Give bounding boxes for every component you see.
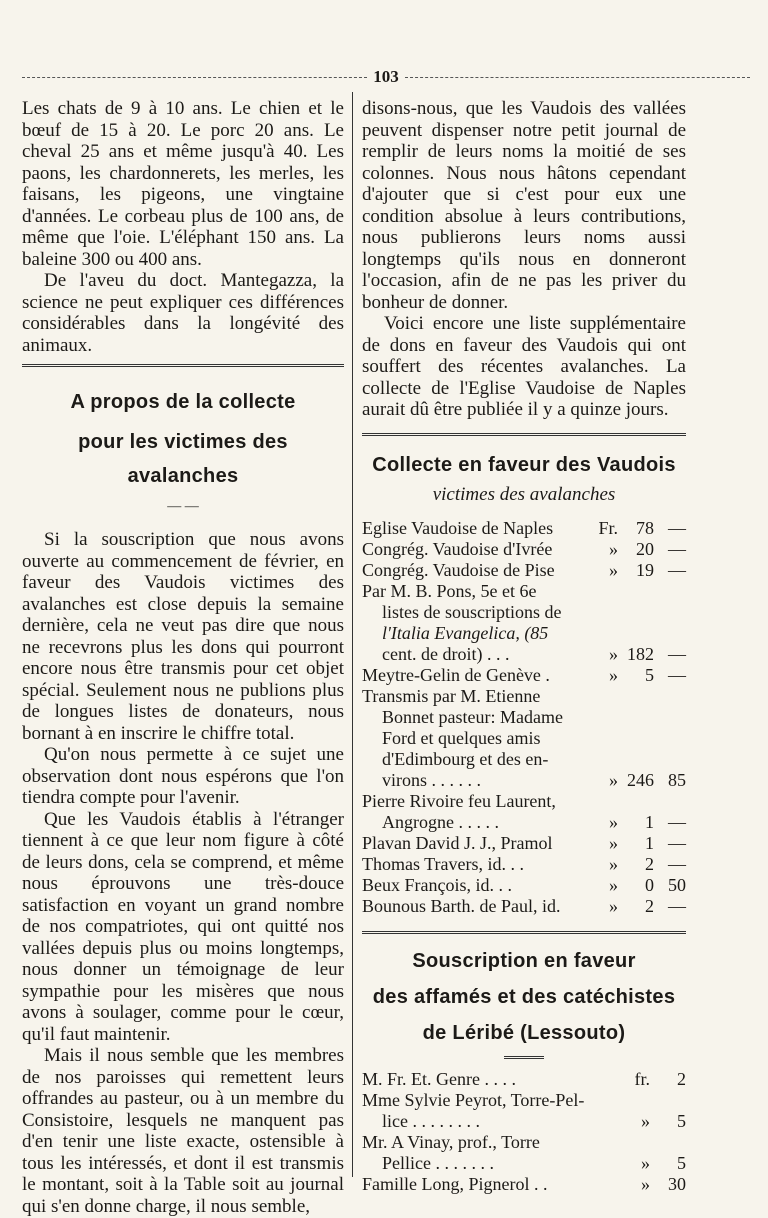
list-item: Famille Long, Pignerol . . » 30 — [362, 1173, 686, 1194]
article-title-line2: pour les victimes des avalanches — [78, 431, 288, 487]
souscription-list — [362, 1069, 686, 1195]
section-divider-right-2 — [362, 931, 686, 934]
souscription-title-line1: Souscription en faveur — [412, 949, 636, 972]
list-item: Mme Sylvie Peyrot, Torre-Pel- — [362, 1089, 585, 1110]
list-item: l'Italia Evangelica, (85 — [382, 622, 549, 643]
list-item: Plavan David J. J., Pramol » 1 — — [362, 832, 686, 853]
list-item: Bounous Barth. de Paul, id. » 2 — — [362, 895, 686, 916]
continuation-paragraph-2: Voici encore une liste supplémentaire de dons en faveur des Vaudois qui ont souffert des récentes avalanches. La collecte de l'Eglise Vaudoise de Naples aurait dû être publiée il y a quinze jours. — [362, 313, 686, 420]
section-divider-right — [362, 433, 686, 436]
list-item: M. Fr. Et. Genre . . . . fr. 2 — [362, 1068, 686, 1089]
list-item: Congrég. Vaudoise d'Ivrée » 20 — — [362, 538, 686, 559]
article-paragraph-1: Si la souscription que nous avons ouverte au commencement de février, en faveur des Vaudois victimes des avalanches est close depuis la semaine dernière, cela ne veut pas dire que nous ne recevrons plus les dons qui pourront encore nous être transmis pour cet objet spécial. Seulement nous ne publions plus de longues listes de donateurs, nous bornant à en inscrire le chiffre total. — [22, 529, 344, 744]
list-item: listes de souscriptions de — [382, 601, 562, 622]
list-item: Pierre Rivoire feu Laurent, — [362, 790, 556, 811]
list-item: Eglise Vaudoise de Naples Fr. 78 — — [362, 517, 686, 538]
column-divider — [352, 92, 353, 1177]
list-item: virons . . . . . . » 246 85 — [382, 769, 686, 790]
souscription-title-line2: des affamés et des catéchistes — [372, 985, 676, 1008]
list-item: Par M. B. Pons, 5e et 6e — [362, 580, 537, 601]
list-item: Bonnet pasteur: Madame — [382, 706, 563, 727]
header-rule-right — [405, 77, 750, 78]
article-title-line1: A propos de la collecte — [70, 391, 296, 413]
page-number: 103 — [373, 67, 399, 86]
header-rule-left — [22, 77, 367, 78]
left-column — [22, 98, 344, 1217]
article-separator: — — — [167, 499, 199, 514]
souscription-title-line3: de Léribé (Lessouto) — [422, 1021, 626, 1044]
right-column — [362, 98, 686, 1195]
list-item: Congrég. Vaudoise de Pise » 19 — — [362, 559, 686, 580]
list-item: Angrogne . . . . . » 1 — — [382, 811, 686, 832]
article-paragraph-3: Que les Vaudois établis à l'étranger tiennent à ce que leur nom figure à côté de leurs dons, cela se comprend, et même nous éprouvons une très-douce satisfaction en voyant un grand nombre de nos compatriotes, qui ont quitté nos vallées depuis plus ou moins longtemps, nous donner un témoignage de leur sympathie pour les misères que nous avons à soulager, comme pour le cœur, qu'il faut maintenir. — [22, 808, 344, 1045]
continuation-paragraph-1: disons-nous, que les Vaudois des vallées peuvent dispenser notre petit journal de remplir de leurs noms la moitié de ses colonnes. Nous nous hâtons cependant d'ajouter que si c'est pour eux une condition absolue à leurs contributions, nous publierons leurs noms aussi longtemps qu'ils nous en donneront l'occasion, afin de ne pas les priver du bonheur de donner. — [362, 98, 686, 313]
list-item: Ford et quelques amis — [382, 727, 541, 748]
article-paragraph-2: Qu'on nous permette à ce sujet une observation dont nous espérons que l'on tiendra compte pour l'avenir. — [22, 744, 344, 808]
list-item: lice . . . . . . . . » 5 — [382, 1110, 686, 1131]
article-paragraph-4: Mais il nous semble que les membres de nos paroisses qui remettent leurs offrandes au pasteur, ou à un membre du Consistoire, lesquels ne manquent pas d'en tenir une liste exacte, ostensible à tous les intéressés, et dont il est transmis le montant, soit à la Table soit au journal qui s'en donne charge, il nous semble, — [22, 1045, 344, 1217]
list-item: Transmis par M. Etienne — [362, 685, 541, 706]
souscription-mini-rule — [504, 1056, 544, 1059]
page-header — [22, 66, 750, 88]
list-item: Meytre-Gelin de Genève . » 5 — — [362, 664, 686, 685]
list-item: Thomas Travers, id. . . » 2 — — [362, 853, 686, 874]
intro-paragraph-1: Les chats de 9 à 10 ans. Le chien et le bœuf de 15 à 20. Le porc 20 ans. Le cheval 25 ans et même jusqu'à 40. Les paons, les chardonnerets, les merles, les faisans, les pigeons, une vingtaine d'années. Le corbeau plus de 100 ans, de même que l'oie. L'éléphant 150 ans. La baleine 300 ou 400 ans. — [22, 98, 344, 270]
section-divider — [22, 364, 344, 367]
collecte-list — [362, 518, 686, 917]
list-item: cent. de droit) . . . » 182 — — [382, 643, 686, 664]
list-item: d'Edimbourg et des en- — [382, 748, 549, 769]
list-item: Pellice . . . . . . . » 5 — [382, 1152, 686, 1173]
list-item: Beux François, id. . . » 0 50 — [362, 874, 686, 895]
list-item: Mr. A Vinay, prof., Torre — [362, 1131, 540, 1152]
collecte-subtitle: victimes des avalanches — [432, 483, 616, 505]
intro-paragraph-2: De l'aveu du doct. Mantegazza, la science ne peut expliquer ces différences considérables dans la longévité des animaux. — [22, 270, 344, 356]
collecte-title: Collecte en faveur des Vaudois — [372, 453, 676, 476]
